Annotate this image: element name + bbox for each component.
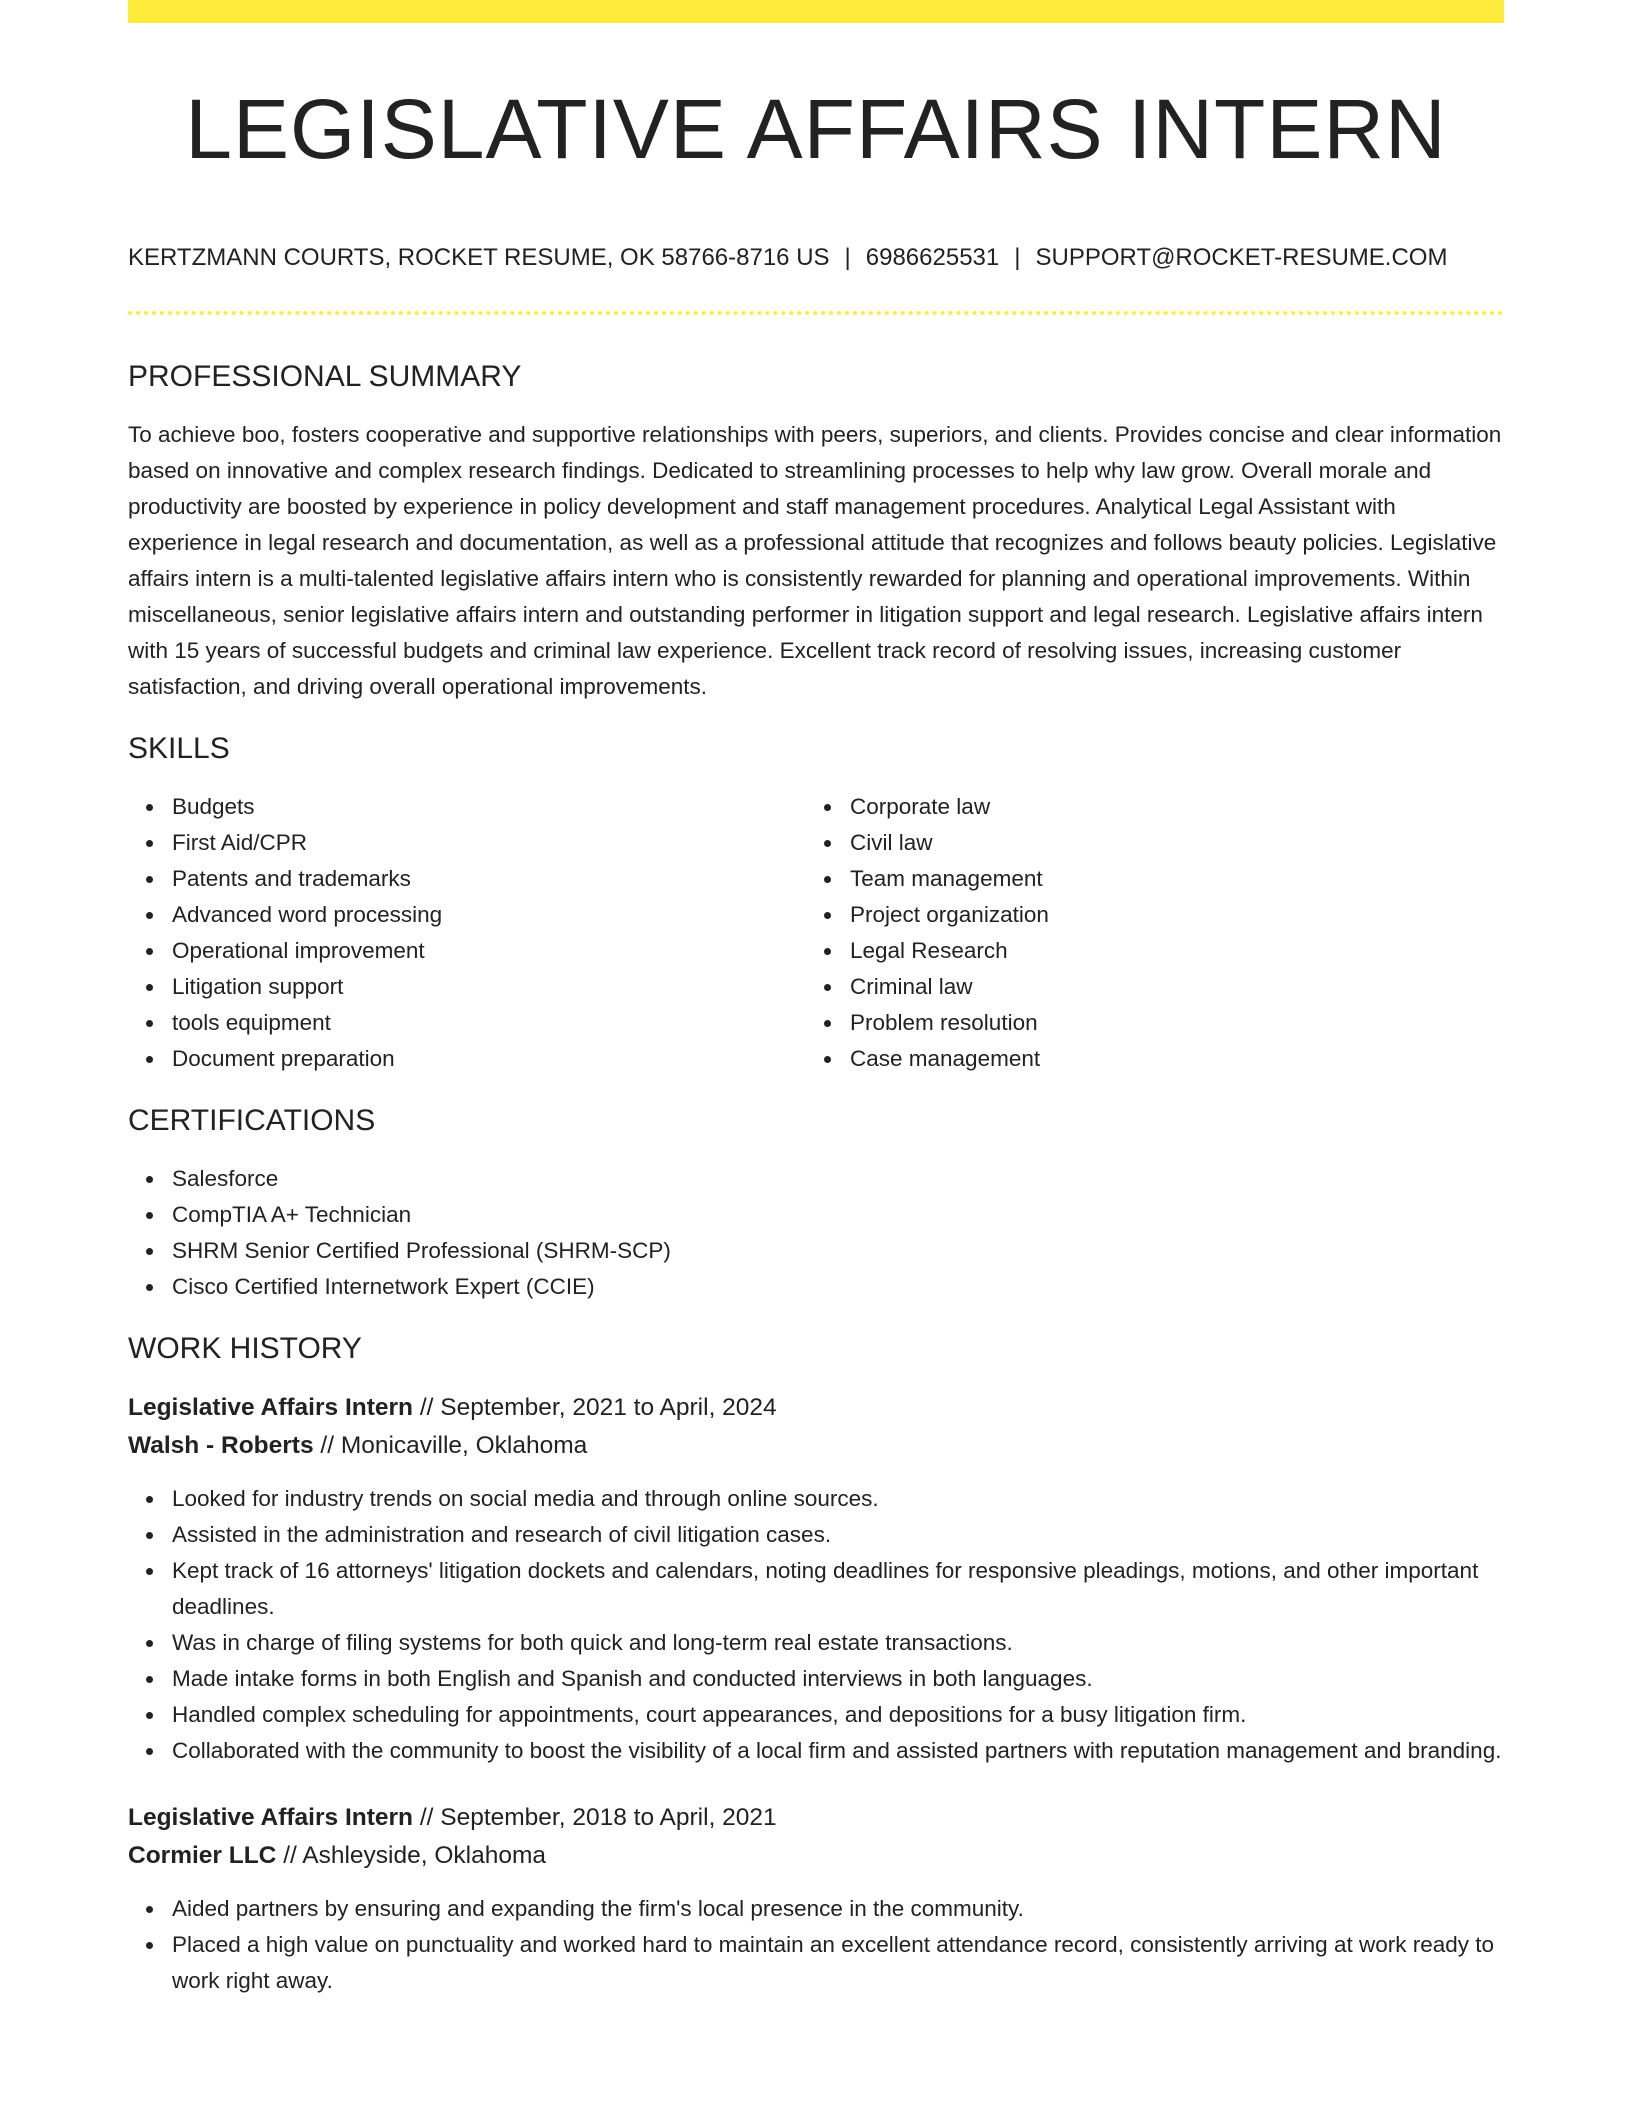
- skill-item: tools equipment: [128, 1005, 806, 1041]
- skills-grid: [128, 789, 1504, 1077]
- job-bullet: Collaborated with the community to boost the visibility of a local firm and assisted partners with reputation management and branding.: [128, 1733, 1504, 1769]
- certifications-list: [128, 1161, 1504, 1305]
- summary-text: To achieve boo, fosters cooperative and supportive relationships with peers, superiors, and clients. Provides concise and clear information based on innovative and complex research findings. Dedicated to streamlining processes to help why law grow. Overall morale and productivity are boosted by experience in policy development and staff management procedures. Analytical Legal Assistant with experience in legal research and documentation, as well as a professional attitude that recognizes and follows beauty policies. Legislative affairs intern is a multi-talented legislative affairs intern who is consistently rewarded for planning and operational improvements. Within miscellaneous, senior legislative affairs intern and outstanding performer in litigation support and legal research. Legislative affairs intern with 15 years of successful budgets and criminal law experience. Excellent track record of resolving issues, increasing customer satisfaction, and driving overall operational improvements.: [128, 422, 1502, 699]
- skill-item: First Aid/CPR: [128, 825, 806, 861]
- summary-section: [128, 359, 1504, 705]
- skill-item: Litigation support: [128, 969, 806, 1005]
- skills-section: [128, 731, 1504, 1077]
- job-title: Legislative Affairs Intern: [128, 1394, 414, 1421]
- dotted-divider: [128, 311, 1504, 315]
- job-title-line: [128, 1389, 1504, 1427]
- job-company: Walsh - Roberts: [128, 1432, 314, 1459]
- contact-line: [128, 243, 1504, 273]
- contact-phone: 6986625531: [865, 244, 1000, 271]
- contact-separator: |: [1014, 244, 1021, 271]
- skills-heading: SKILLS: [128, 732, 230, 765]
- skill-item: Civil law: [806, 825, 1484, 861]
- skill-item: Project organization: [806, 897, 1484, 933]
- skill-item: Patents and trademarks: [128, 861, 806, 897]
- job-dates: // September, 2018 to April, 2021: [419, 1804, 777, 1831]
- skill-item: Budgets: [128, 789, 806, 825]
- certification-item: SHRM Senior Certified Professional (SHRM-SCP): [128, 1233, 1504, 1269]
- job-bullet: Made intake forms in both English and Spanish and conducted interviews in both languages.: [128, 1661, 1504, 1697]
- job-dates: // September, 2021 to April, 2024: [419, 1394, 777, 1421]
- work-history-section: [128, 1331, 1504, 1999]
- contact-email: SUPPORT@ROCKET-RESUME.COM: [1035, 244, 1448, 271]
- job-title-line: [128, 1799, 1504, 1837]
- job-entry: [128, 1799, 1504, 1999]
- job-location: // Ashleyside, Oklahoma: [283, 1842, 547, 1869]
- skill-item: Corporate law: [806, 789, 1484, 825]
- work-history-heading: WORK HISTORY: [128, 1332, 362, 1365]
- certification-item: Cisco Certified Internetwork Expert (CCIE): [128, 1269, 1504, 1305]
- job-bullet: Placed a high value on punctuality and worked hard to maintain an excellent attendance record, consistently arriving at work ready to work right away.: [128, 1927, 1504, 1999]
- resume-page: [128, 0, 1504, 1999]
- skill-item: Advanced word processing: [128, 897, 806, 933]
- certifications-section: [128, 1103, 1504, 1305]
- job-bullet: Aided partners by ensuring and expanding the firm's local presence in the community.: [128, 1891, 1504, 1927]
- job-bullets: [128, 1481, 1504, 1769]
- skill-item: Case management: [806, 1041, 1484, 1077]
- skill-item: Document preparation: [128, 1041, 806, 1077]
- job-bullet: Was in charge of filing systems for both quick and long-term real estate transactions.: [128, 1625, 1504, 1661]
- certification-item: Salesforce: [128, 1161, 1504, 1197]
- skills-right-list: [806, 789, 1484, 1077]
- skill-item: Operational improvement: [128, 933, 806, 969]
- summary-heading: PROFESSIONAL SUMMARY: [128, 360, 522, 393]
- accent-bar: [128, 0, 1504, 23]
- skill-item: Legal Research: [806, 933, 1484, 969]
- skill-item: Problem resolution: [806, 1005, 1484, 1041]
- job-bullet: Kept track of 16 attorneys' litigation dockets and calendars, noting deadlines for responsive pleadings, motions, and other important deadlines.: [128, 1553, 1504, 1625]
- job-company-line: [128, 1837, 1504, 1875]
- job-bullet: Looked for industry trends on social media and through online sources.: [128, 1481, 1504, 1517]
- skill-item: Criminal law: [806, 969, 1484, 1005]
- job-title: Legislative Affairs Intern: [128, 1804, 414, 1831]
- certification-item: CompTIA A+ Technician: [128, 1197, 1504, 1233]
- skills-left-list: [128, 789, 806, 1077]
- contact-separator: |: [844, 244, 851, 271]
- job-bullets: [128, 1891, 1504, 1999]
- job-location: // Monicaville, Oklahoma: [320, 1432, 588, 1459]
- job-bullet: Assisted in the administration and research of civil litigation cases.: [128, 1517, 1504, 1553]
- certifications-heading: CERTIFICATIONS: [128, 1104, 376, 1137]
- resume-title: LEGISLATIVE AFFAIRS INTERN: [185, 82, 1447, 176]
- job-company-line: [128, 1427, 1504, 1465]
- job-company: Cormier LLC: [128, 1842, 277, 1869]
- skill-item: Team management: [806, 861, 1484, 897]
- job-entry: [128, 1389, 1504, 1769]
- job-bullet: Handled complex scheduling for appointments, court appearances, and depositions for a busy litigation firm.: [128, 1697, 1504, 1733]
- contact-address: KERTZMANN COURTS, ROCKET RESUME, OK 58766-8716 US: [128, 244, 830, 271]
